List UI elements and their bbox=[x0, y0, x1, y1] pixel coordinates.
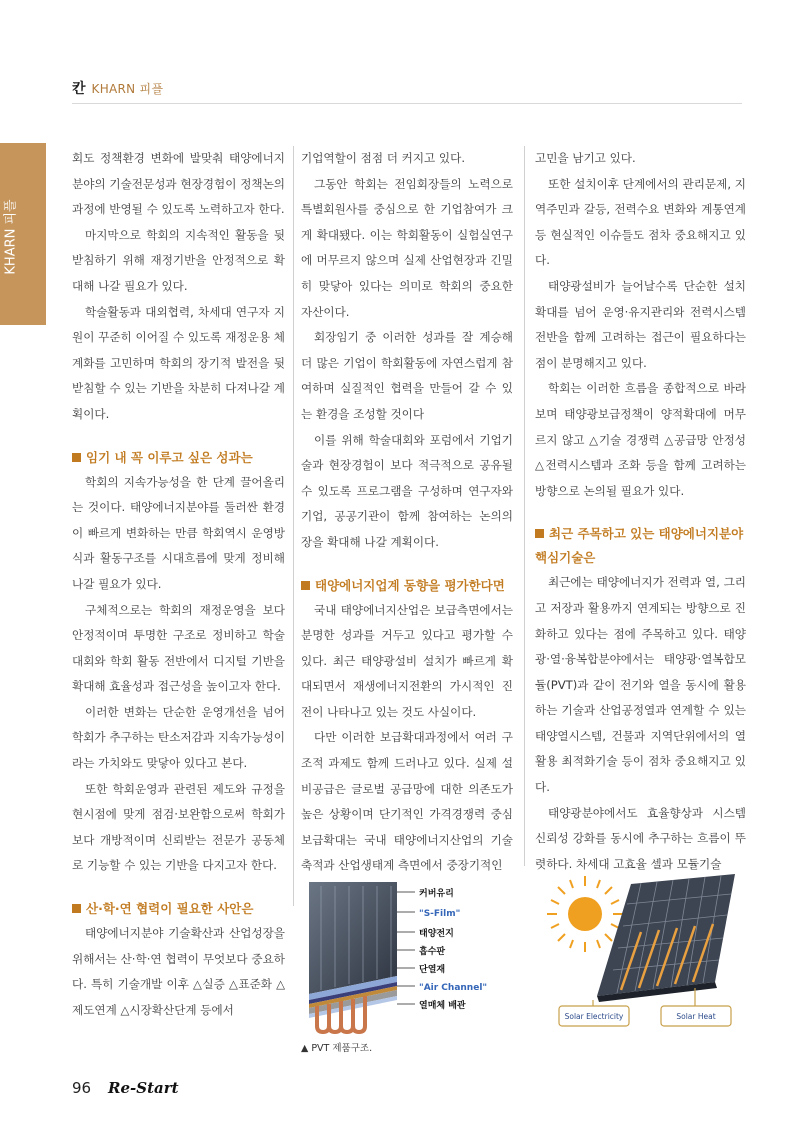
side-section-tab bbox=[0, 143, 46, 325]
heading-text: 태양에너지업계 동향을 평가한다면 bbox=[315, 577, 505, 593]
paragraph: 회도 정책환경 변화에 발맞춰 태양에너지 분야의 기술전문성과 현장경험이 정책논의과정에 반영될 수 있도록 노력하고자 한다. bbox=[72, 151, 285, 217]
pvt-concept-figure bbox=[535, 872, 746, 1032]
paragraph: 이러한 변화는 단순한 운영개선을 넘어 학회가 추구하는 탄소저감과 지속가능성이라는 가치와도 맞닿아 있다고 본다. bbox=[72, 704, 285, 771]
header-mark: 칸 bbox=[72, 81, 86, 97]
fig1-label-0: 커버유리 bbox=[419, 889, 454, 899]
paragraph: 학회의 지속가능성을 한 단계 끌어올리는 것이다. 태양에너지분야를 둘러싼 환경이 빠르게 변화하는 만큼 학회역시 운영방식과 활동구조를 시대흐름에 맞게 정비해 나갈 필요가 있다. bbox=[72, 474, 285, 591]
heading-bullet bbox=[535, 529, 544, 538]
section-heading bbox=[72, 897, 285, 921]
heading-bullet bbox=[301, 581, 310, 590]
solar-heat-label: Solar Heat bbox=[676, 1012, 716, 1021]
column-divider-1 bbox=[293, 146, 294, 906]
page-number: 96 bbox=[72, 1079, 92, 1097]
heading-text: 임기 내 꼭 이루고 싶은 성과는 bbox=[86, 449, 253, 465]
paragraph: 기업역할이 점점 더 커지고 있다. bbox=[301, 151, 466, 165]
fig1-label-2: 태양전지 bbox=[419, 929, 454, 939]
paragraph: 태양광설비가 늘어날수록 단순한 설치확대를 넘어 운영·유지관리와 전력시스템 전반을 함께 고려하는 접근이 필요하다는 점이 분명해지고 있다. bbox=[535, 278, 746, 370]
section-heading bbox=[301, 574, 513, 598]
fig1-label-4: 단열재 bbox=[419, 965, 446, 975]
section-heading bbox=[72, 446, 285, 470]
paragraph: 회장임기 중 이러한 성과를 잘 계승해 더 많은 기업이 학회활동에 자연스럽게 참여하며 실질적인 협력을 만들어 갈 수 있는 환경을 조성할 것이다 bbox=[301, 330, 513, 421]
heading-text: 최근 주목하고 있는 태양에너지분야 핵심기술은 bbox=[535, 526, 744, 566]
paragraph: 또한 학회운영과 관련된 제도와 규정을 현시점에 맞게 점검·보완함으로써 학회가 보다 개방적이며 신뢰받는 전문가 공동체로 기능할 수 있는 기반을 다지고자 한다. bbox=[72, 781, 285, 873]
text-column-3 bbox=[535, 146, 746, 877]
fig1-label-6: 열매체 배관 bbox=[419, 1001, 466, 1011]
header-divider bbox=[72, 103, 742, 104]
side-tab-label: KHARN 피플 bbox=[3, 199, 19, 275]
solar-electricity-label: Solar Electricity bbox=[564, 1012, 624, 1021]
paragraph: 태양에너지분야 기술확산과 산업성장을 위해서는 산·학·연 협력이 무엇보다 중요하다. 특히 기술개발 이후 △실증 △표준화 △제도연계 △시장확산단계 등에서 bbox=[72, 926, 285, 1017]
paragraph: 다만 이러한 보급확대과정에서 여러 구조적 과제도 함께 드러나고 있다. 실제 설비공급은 글로벌 공급망에 대한 의존도가 높은 상황이며 단기적인 가격경쟁력 중심 보급확대는 국내 태양에너지산업의 기술축적과 산업생태계 측면에서 중장기적인 bbox=[301, 730, 513, 873]
paragraph: 그동안 학회는 전임회장들의 노력으로 특별회원사를 중심으로 한 기업참여가 크게 확대됐다. 이는 학회활동이 실험실연구에 머무르지 않으며 실제 산업현장과 긴밀히 맞닿아 있다는 의미로 학회의 중요한 자산이다. bbox=[301, 176, 513, 319]
text-column-1 bbox=[72, 146, 285, 1023]
paragraph: 고민을 남기고 있다. bbox=[535, 151, 636, 165]
magazine-brand: Re-Start bbox=[108, 1079, 179, 1097]
heading-bullet bbox=[72, 904, 81, 913]
leader-lines bbox=[397, 892, 415, 1004]
figure-caption: ▲ PVT 제품구조. bbox=[301, 1043, 373, 1054]
fig1-label-5: "Air Channel" bbox=[419, 983, 488, 993]
header-section-label: KHARN 피플 bbox=[91, 81, 164, 96]
heading-text: 산·학·연 협력이 필요한 사안은 bbox=[86, 901, 254, 917]
sun-icon bbox=[547, 876, 623, 952]
paragraph: 국내 태양에너지산업은 보급측면에서는 분명한 성과를 거두고 있다고 평가할 수 있다. 최근 태양광설비 설치가 빠르게 확대되면서 재생에너지전환의 가시적인 진전이 나타나고 있는 것도 사실이다. bbox=[301, 602, 513, 719]
section-heading bbox=[535, 522, 746, 570]
page-header bbox=[72, 78, 163, 98]
paragraph: 또한 설치이후 단계에서의 관리문제, 지역주민과 갈등, 전력수요 변화와 계통연계 등 현실적인 이슈들도 점차 중요해지고 있다. bbox=[535, 176, 746, 268]
heading-bullet bbox=[72, 453, 81, 462]
paragraph: 마지막으로 학회의 지속적인 활동을 뒷받침하기 위해 재정기반을 안정적으로 확대해 나갈 필요가 있다. bbox=[72, 227, 285, 293]
paragraph: 이를 위해 학술대회와 포럼에서 기업기술과 현장경험이 보다 적극적으로 공유될 수 있도록 프로그램을 구성하며 연구자와 기업, 공공기관이 함께 참여하는 논의의 장을 확대해 나갈 계획이다. bbox=[301, 432, 513, 549]
paragraph: 최근에는 태양에너지가 전력과 열, 그리고 저장과 활용까지 연계되는 방향으로 진화하고 있다는 점에 주목하고 있다. 태양광·열·융복합분야에서는 태양광·열복합모듈(PVT)과 같이 전기와 열을 동시에 활용하는 기술과 산업공정열과 연계할 수 있는 태양열시스템, 건물과 지역단위에서의 열 활용 최적화기술 등이 점차 중요해지고 있다. bbox=[535, 575, 746, 795]
pv-panel bbox=[597, 874, 735, 996]
fig1-label-3: 흡수판 bbox=[419, 947, 446, 957]
column-divider-2 bbox=[524, 146, 525, 866]
cover-glass-layer bbox=[309, 882, 397, 994]
pvt-structure-figure bbox=[301, 876, 513, 1036]
text-column-2 bbox=[301, 146, 513, 879]
paragraph: 태양광분야에서도 효율향상과 시스템 신뢰성 강화를 동시에 추구하는 흐름이 뚜렷하다. 차세대 고효율 셀과 모듈기술 bbox=[535, 805, 746, 871]
fig1-label-1: "S-Film" bbox=[419, 909, 461, 919]
paragraph: 구체적으로는 학회의 재정운영을 보다 안정적이며 투명한 구조로 정비하고 학술대회와 학회 활동 전반에서 디지털 기반을 확대해 효율성과 접근성을 높이고자 한다. bbox=[72, 602, 285, 694]
paragraph: 학회는 이러한 흐름을 종합적으로 바라보며 태양광보급정책이 양적확대에 머무르지 않고 △기술 경쟁력 △공급망 안정성 △전력시스템과 조화 등을 함께 고려하는 방향으로 논의될 필요가 있다. bbox=[535, 381, 746, 498]
paragraph: 학술활동과 대외협력, 차세대 연구자 지원이 꾸준히 이어질 수 있도록 재정운용 체계화를 고민하며 학회의 장기적 발전을 뒷받침할 수 있는 기반을 차분히 다져나갈 계획이다. bbox=[72, 304, 285, 421]
